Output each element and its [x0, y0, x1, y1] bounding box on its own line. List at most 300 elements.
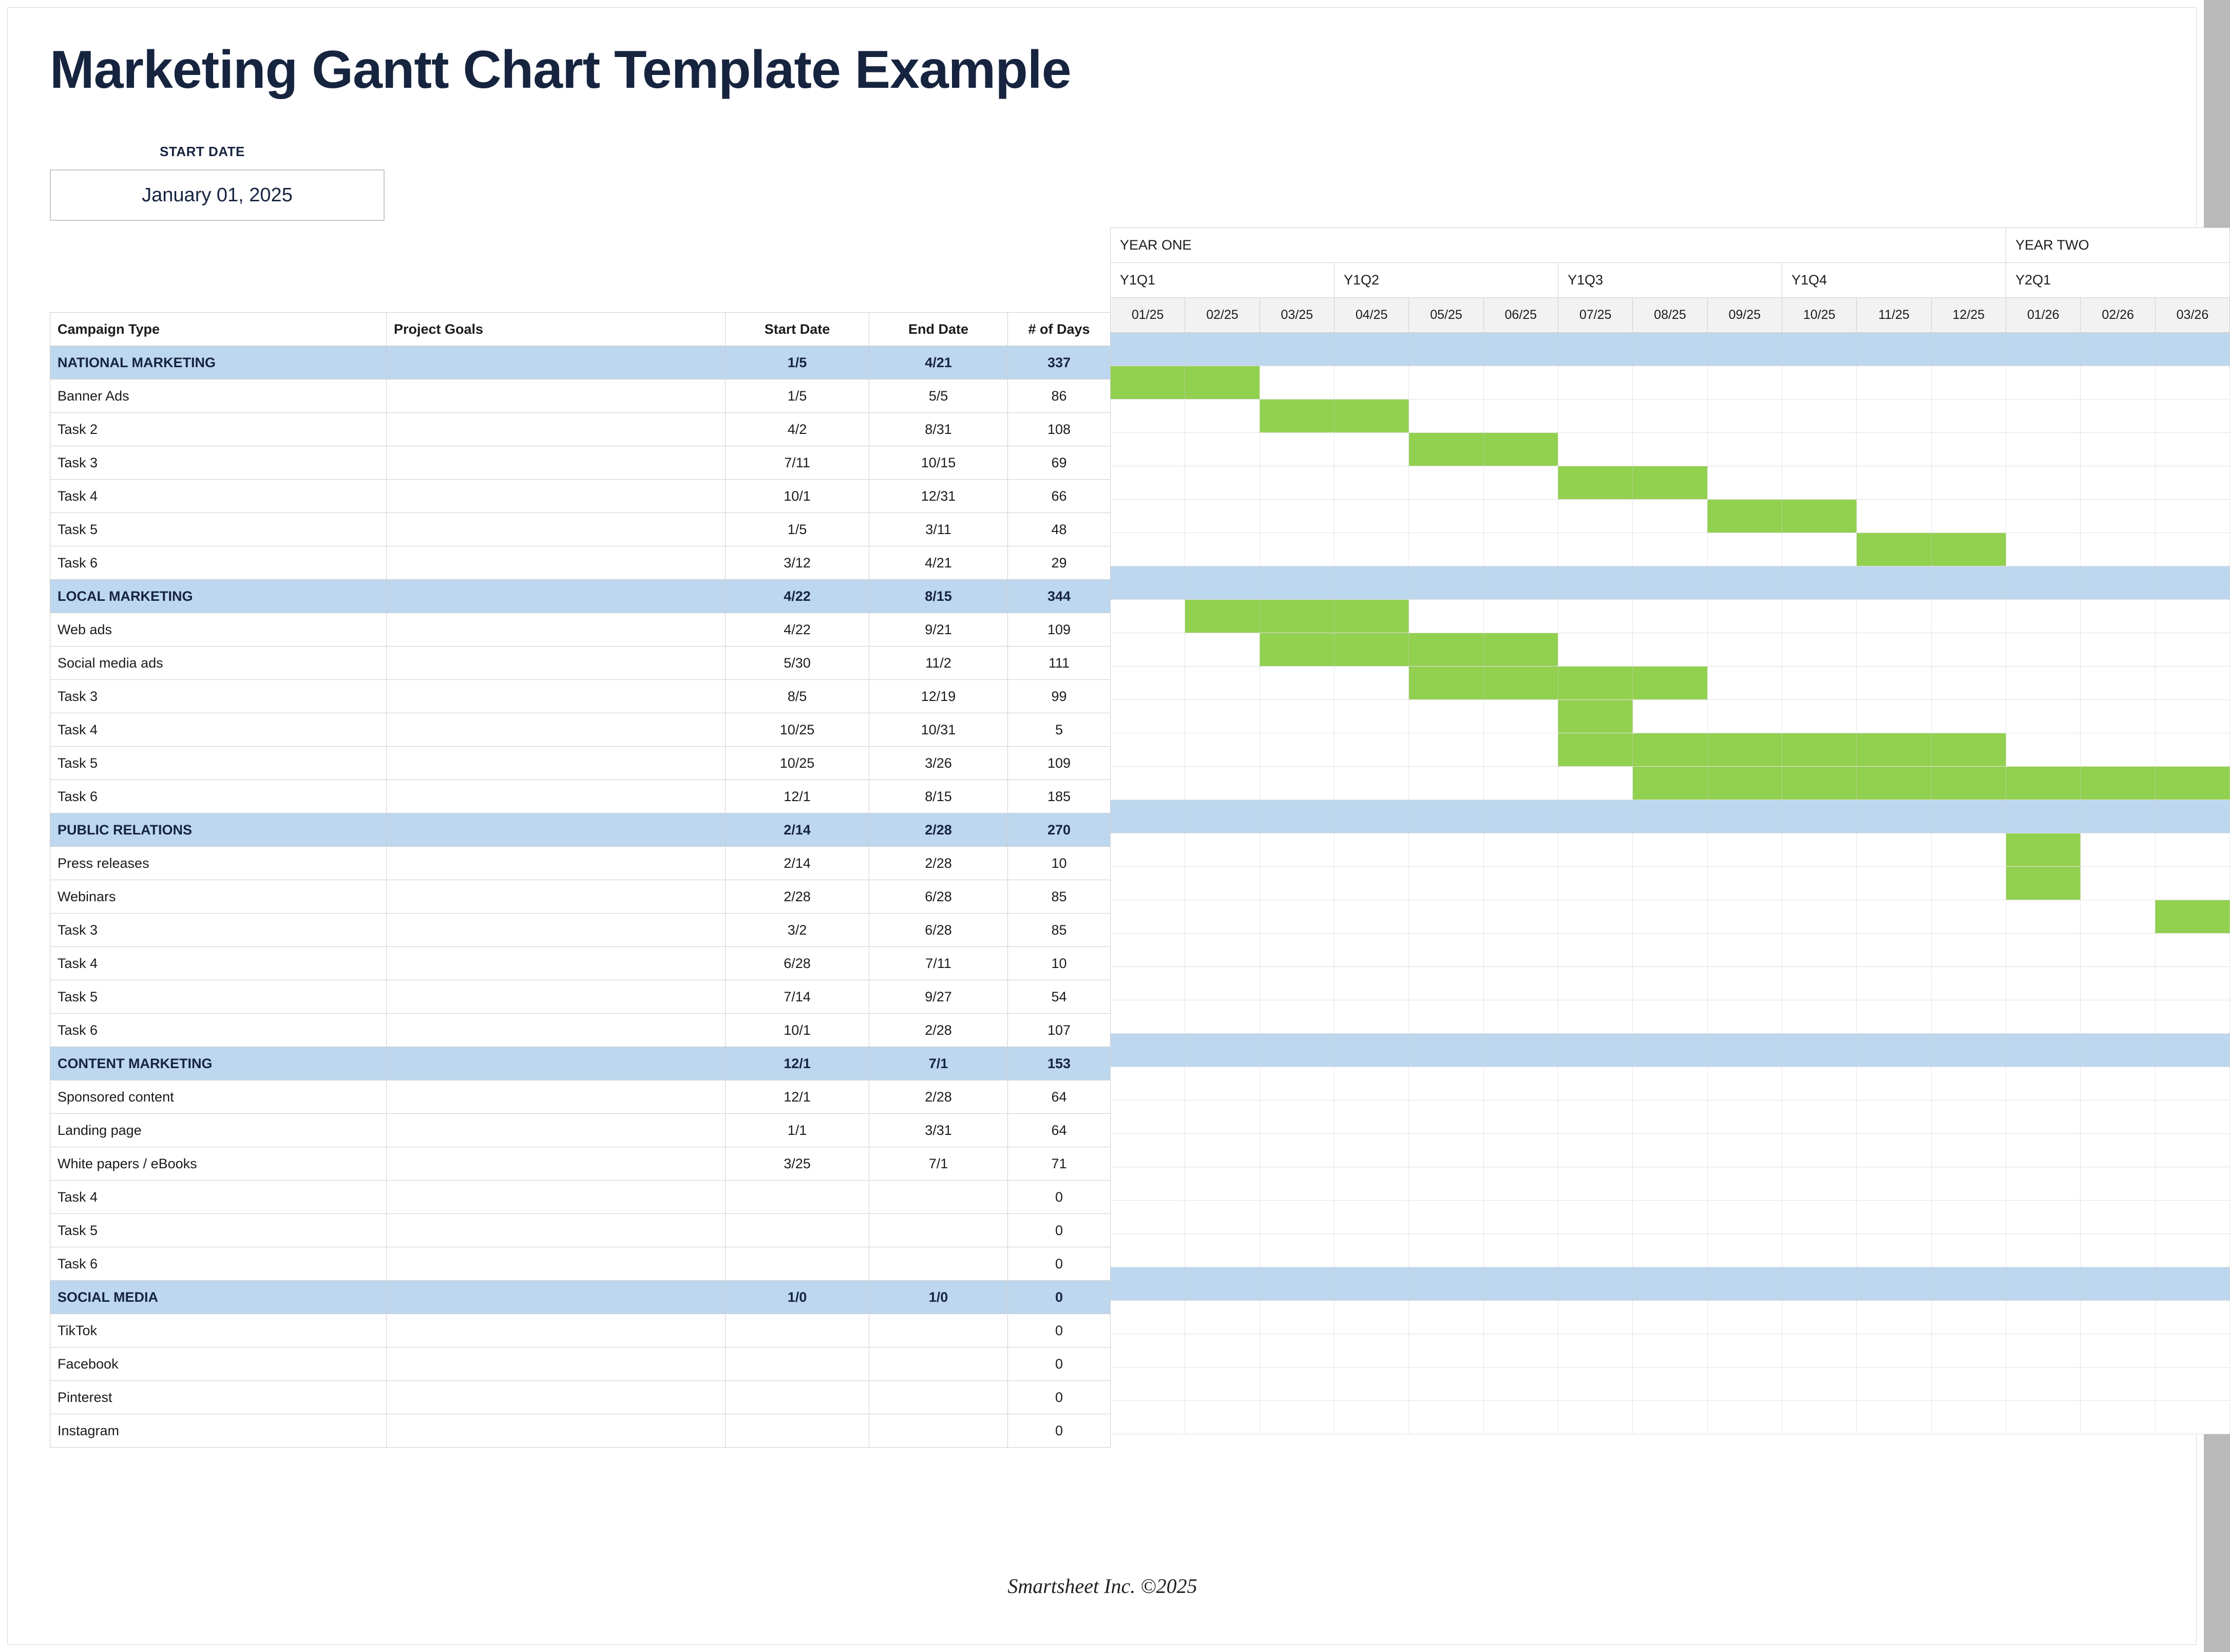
gantt-cell [1334, 1067, 1408, 1100]
row-start-date[interactable]: 7/11 [726, 446, 869, 480]
row-start-date[interactable]: 4/22 [726, 580, 869, 613]
table-row[interactable] [50, 713, 1111, 747]
col-campaign-type: Campaign Type [50, 313, 387, 346]
table-row[interactable] [50, 1281, 1111, 1314]
row-project-goals[interactable] [387, 513, 726, 546]
row-end-date[interactable]: 10/31 [869, 713, 1008, 747]
row-project-goals[interactable] [387, 1381, 726, 1414]
row-end-date[interactable]: 3/31 [869, 1114, 1008, 1147]
row-project-goals[interactable] [387, 1181, 726, 1214]
row-project-goals[interactable] [387, 780, 726, 813]
gantt-cell [1260, 1401, 1334, 1434]
row-project-goals[interactable] [387, 1047, 726, 1080]
table-row[interactable] [50, 813, 1111, 847]
table-row[interactable] [50, 346, 1111, 379]
row-project-goals[interactable] [387, 747, 726, 780]
table-row[interactable] [50, 1381, 1111, 1414]
gantt-cell [1260, 1034, 1334, 1067]
gantt-cell [1334, 633, 1408, 667]
gantt-cell [1260, 1201, 1334, 1234]
table-row[interactable] [50, 1047, 1111, 1080]
row-project-goals[interactable] [387, 613, 726, 647]
row-end-date[interactable] [869, 1214, 1008, 1247]
row-project-goals[interactable] [387, 1147, 726, 1181]
table-row[interactable] [50, 1080, 1111, 1114]
table-row[interactable] [50, 446, 1111, 480]
timeline-month: 10/25 [1782, 298, 1856, 333]
gantt-cell [2155, 733, 2229, 767]
row-end-date[interactable]: 6/28 [869, 914, 1008, 947]
gantt-cell [1409, 1334, 1483, 1368]
gantt-cell [1782, 1301, 1856, 1334]
row-start-date[interactable]: 2/14 [726, 813, 869, 847]
gantt-cell [1260, 833, 1334, 867]
gantt-cell [2155, 767, 2229, 800]
gantt-cell [1185, 633, 1260, 667]
gantt-cell [1558, 566, 1632, 600]
gantt-cell [1782, 1334, 1856, 1368]
row-start-date[interactable]: 1/1 [726, 1114, 869, 1147]
row-start-date[interactable] [726, 1314, 869, 1347]
row-campaign-type: Task 3 [50, 680, 387, 713]
gantt-cell [1111, 700, 1185, 733]
row-start-date[interactable]: 7/14 [726, 980, 869, 1014]
gantt-cell [1409, 900, 1483, 934]
gantt-cell [1409, 867, 1483, 900]
row-start-date[interactable]: 6/28 [726, 947, 869, 980]
gantt-cell [1857, 1234, 1931, 1267]
gantt-cell [1185, 466, 1260, 500]
table-row[interactable] [50, 780, 1111, 813]
gantt-cell [1185, 1167, 1260, 1201]
timeline-row [1111, 767, 2230, 800]
gantt-cell [2006, 1301, 2081, 1334]
row-end-date[interactable]: 12/19 [869, 680, 1008, 713]
table-row[interactable] [50, 914, 1111, 947]
gantt-cell [1111, 1134, 1185, 1167]
gantt-cell [2081, 1067, 2155, 1100]
gantt-cell [1931, 466, 2006, 500]
gantt-cell [1707, 1067, 1782, 1100]
gantt-cell [1558, 800, 1632, 833]
gantt-cell [1633, 1401, 1707, 1434]
gantt-cell [1633, 1034, 1707, 1067]
gantt-cell [1857, 767, 1931, 800]
row-project-goals[interactable] [387, 947, 726, 980]
gantt-cell [1633, 833, 1707, 867]
gantt-cell [1707, 1334, 1782, 1368]
row-start-date[interactable]: 10/1 [726, 1014, 869, 1047]
timeline-row [1111, 700, 2230, 733]
gantt-cell [1260, 1368, 1334, 1401]
gantt-cell [1558, 1334, 1632, 1368]
gantt-cell [1857, 366, 1931, 400]
gantt-cell [1633, 1267, 1707, 1301]
row-end-date[interactable]: 8/15 [869, 780, 1008, 813]
row-end-date[interactable] [869, 1247, 1008, 1281]
row-end-date[interactable] [869, 1181, 1008, 1214]
table-row[interactable] [50, 480, 1111, 513]
row-days: 54 [1008, 980, 1111, 1014]
row-project-goals[interactable] [387, 914, 726, 947]
gantt-cell [1633, 500, 1707, 533]
table-row[interactable] [50, 880, 1111, 914]
gantt-cell [1707, 1167, 1782, 1201]
row-campaign-type: Task 4 [50, 1181, 387, 1214]
row-project-goals[interactable] [387, 847, 726, 880]
gantt-cell [2155, 1334, 2229, 1368]
gantt-cell [1857, 1167, 1931, 1201]
timeline-row [1111, 800, 2230, 833]
col-start-date: Start Date [726, 313, 869, 346]
row-project-goals[interactable] [387, 813, 726, 847]
gantt-cell [1558, 400, 1632, 433]
gantt-cell [1111, 1067, 1185, 1100]
gantt-cell [2081, 500, 2155, 533]
row-start-date[interactable]: 1/5 [726, 346, 869, 379]
timeline-row [1111, 1334, 2230, 1368]
gantt-cell [1707, 566, 1782, 600]
gantt-cell [1931, 1000, 2006, 1034]
timeline-row [1111, 400, 2230, 433]
row-end-date[interactable]: 5/5 [869, 379, 1008, 413]
table-row[interactable] [50, 1414, 1111, 1448]
gantt-cell [2081, 466, 2155, 500]
row-end-date[interactable]: 3/26 [869, 747, 1008, 780]
row-end-date[interactable]: 6/28 [869, 880, 1008, 914]
table-row[interactable] [50, 747, 1111, 780]
table-row[interactable] [50, 947, 1111, 980]
row-project-goals[interactable] [387, 1414, 726, 1448]
row-project-goals[interactable] [387, 1281, 726, 1314]
table-row[interactable] [50, 680, 1111, 713]
gantt-cell [1260, 466, 1334, 500]
gantt-cell [1558, 466, 1632, 500]
row-start-date[interactable] [726, 1381, 869, 1414]
row-end-date[interactable]: 1/0 [869, 1281, 1008, 1314]
gantt-cell [1857, 1401, 1931, 1434]
gantt-cell [1409, 333, 1483, 366]
row-project-goals[interactable] [387, 1214, 726, 1247]
row-project-goals[interactable] [387, 680, 726, 713]
row-end-date[interactable]: 8/15 [869, 580, 1008, 613]
gantt-cell [2081, 1334, 2155, 1368]
row-start-date[interactable]: 12/1 [726, 1080, 869, 1114]
row-start-date[interactable]: 10/25 [726, 747, 869, 780]
gantt-cell [1334, 1167, 1408, 1201]
table-row[interactable] [50, 1147, 1111, 1181]
gantt-cell [1633, 433, 1707, 466]
gantt-cell [2006, 366, 2081, 400]
row-start-date[interactable]: 3/2 [726, 914, 869, 947]
row-project-goals[interactable] [387, 880, 726, 914]
row-start-date[interactable] [726, 1247, 869, 1281]
gantt-cell [1111, 967, 1185, 1000]
gantt-cell [1558, 1401, 1632, 1434]
row-start-date[interactable]: 2/28 [726, 880, 869, 914]
row-project-goals[interactable] [387, 713, 726, 747]
timeline-row [1111, 466, 2230, 500]
row-end-date[interactable] [869, 1414, 1008, 1448]
timeline-row [1111, 667, 2230, 700]
row-start-date[interactable]: 1/0 [726, 1281, 869, 1314]
gantt-cell [1931, 1334, 2006, 1368]
table-row[interactable] [50, 1214, 1111, 1247]
gantt-cell [1409, 667, 1483, 700]
gantt-cell [1931, 1267, 2006, 1301]
gantt-cell [1857, 1334, 1931, 1368]
gantt-cell [2081, 833, 2155, 867]
row-end-date[interactable]: 2/28 [869, 1014, 1008, 1047]
row-project-goals[interactable] [387, 1347, 726, 1381]
gantt-cell [2006, 1368, 2081, 1401]
row-start-date[interactable]: 12/1 [726, 1047, 869, 1080]
row-project-goals[interactable] [387, 346, 726, 379]
gantt-cell [1483, 1000, 1558, 1034]
gantt-cell [2081, 1401, 2155, 1434]
gantt-cell [1931, 633, 2006, 667]
gantt-cell [1409, 366, 1483, 400]
gantt-cell [1409, 967, 1483, 1000]
gantt-cell [1483, 1167, 1558, 1201]
row-start-date[interactable]: 1/5 [726, 379, 869, 413]
row-end-date[interactable]: 2/28 [869, 1080, 1008, 1114]
row-days: 0 [1008, 1314, 1111, 1347]
row-days: 10 [1008, 947, 1111, 980]
row-end-date[interactable] [869, 1381, 1008, 1414]
gantt-cell [1931, 533, 2006, 566]
row-project-goals[interactable] [387, 1314, 726, 1347]
gantt-cell [1782, 1100, 1856, 1134]
gantt-cell [2006, 600, 2081, 633]
row-end-date[interactable]: 4/21 [869, 346, 1008, 379]
row-project-goals[interactable] [387, 580, 726, 613]
gantt-cell [2081, 800, 2155, 833]
row-days: 66 [1008, 480, 1111, 513]
row-end-date[interactable]: 9/21 [869, 613, 1008, 647]
row-start-date[interactable]: 3/12 [726, 546, 869, 580]
gantt-cell [1185, 400, 1260, 433]
timeline-month: 11/25 [1857, 298, 1931, 333]
row-campaign-type: Task 5 [50, 1214, 387, 1247]
gantt-cell [1931, 1067, 2006, 1100]
row-end-date[interactable]: 3/11 [869, 513, 1008, 546]
gantt-cell [1782, 566, 1856, 600]
row-project-goals[interactable] [387, 1247, 726, 1281]
gantt-cell [2155, 1167, 2229, 1201]
row-end-date[interactable]: 12/31 [869, 480, 1008, 513]
gantt-cell [1409, 1100, 1483, 1134]
row-end-date[interactable]: 9/27 [869, 980, 1008, 1014]
row-start-date[interactable]: 1/5 [726, 513, 869, 546]
table-row[interactable] [50, 1014, 1111, 1047]
row-campaign-type: Landing page [50, 1114, 387, 1147]
gantt-cell [1931, 366, 2006, 400]
table-row[interactable] [50, 413, 1111, 446]
gantt-cell [2006, 1100, 2081, 1134]
row-start-date[interactable]: 3/25 [726, 1147, 869, 1181]
gantt-cell [1483, 600, 1558, 633]
gantt-cell [1185, 333, 1260, 366]
row-start-date[interactable]: 10/1 [726, 480, 869, 513]
gantt-cell [2081, 1100, 2155, 1134]
gantt-cell [1931, 1034, 2006, 1067]
start-date-field[interactable] [50, 169, 385, 221]
timeline-row [1111, 1267, 2230, 1301]
row-start-date[interactable]: 4/2 [726, 413, 869, 446]
row-start-date[interactable] [726, 1181, 869, 1214]
gantt-cell [1334, 1301, 1408, 1334]
timeline-row [1111, 1100, 2230, 1134]
gantt-cell [1334, 466, 1408, 500]
table-row[interactable] [50, 1181, 1111, 1214]
gantt-cell [1931, 1368, 2006, 1401]
timeline-year: YEAR ONE [1111, 228, 2006, 263]
gantt-cell [1558, 667, 1632, 700]
gantt-cell [1782, 1201, 1856, 1234]
table-row[interactable] [50, 1247, 1111, 1281]
row-days: 29 [1008, 546, 1111, 580]
gantt-cell [1857, 800, 1931, 833]
gantt-cell [1483, 667, 1558, 700]
row-project-goals[interactable] [387, 1114, 726, 1147]
row-end-date[interactable]: 11/2 [869, 647, 1008, 680]
row-project-goals[interactable] [387, 647, 726, 680]
row-end-date[interactable]: 7/1 [869, 1147, 1008, 1181]
gantt-cell [1558, 600, 1632, 633]
gantt-cell [1260, 500, 1334, 533]
gantt-cell [1185, 967, 1260, 1000]
table-row[interactable] [50, 379, 1111, 413]
row-project-goals[interactable] [387, 446, 726, 480]
gantt-cell [1633, 967, 1707, 1000]
row-end-date[interactable]: 10/15 [869, 446, 1008, 480]
row-start-date[interactable] [726, 1414, 869, 1448]
gantt-cell [1409, 800, 1483, 833]
row-campaign-type: Banner Ads [50, 379, 387, 413]
gantt-cell [1483, 1401, 1558, 1434]
row-start-date[interactable] [726, 1347, 869, 1381]
row-project-goals[interactable] [387, 1080, 726, 1114]
gantt-cell [2006, 500, 2081, 533]
row-start-date[interactable]: 8/5 [726, 680, 869, 713]
table-row[interactable] [50, 513, 1111, 546]
gantt-cell [1782, 767, 1856, 800]
gantt-cell [1111, 400, 1185, 433]
row-project-goals[interactable] [387, 980, 726, 1014]
table-row[interactable] [50, 847, 1111, 880]
row-days: 0 [1008, 1281, 1111, 1314]
gantt-cell [1483, 1368, 1558, 1401]
table-row[interactable] [50, 546, 1111, 580]
row-end-date[interactable]: 7/1 [869, 1047, 1008, 1080]
row-start-date[interactable]: 12/1 [726, 780, 869, 813]
gantt-cell [2006, 1034, 2081, 1067]
row-campaign-type: Task 6 [50, 1014, 387, 1047]
gantt-cell [1409, 400, 1483, 433]
gantt-cell [1782, 400, 1856, 433]
table-row[interactable] [50, 613, 1111, 647]
timeline-month: 03/25 [1260, 298, 1334, 333]
gantt-cell [1558, 900, 1632, 934]
gantt-cell [1185, 1067, 1260, 1100]
row-start-date[interactable]: 5/30 [726, 647, 869, 680]
table-row[interactable] [50, 647, 1111, 680]
gantt-cell [1483, 967, 1558, 1000]
gantt-cell [1334, 1134, 1408, 1167]
row-start-date[interactable]: 4/22 [726, 613, 869, 647]
gantt-cell [1483, 466, 1558, 500]
row-end-date[interactable]: 2/28 [869, 813, 1008, 847]
row-start-date[interactable]: 2/14 [726, 847, 869, 880]
table-row[interactable] [50, 580, 1111, 613]
row-days: 337 [1008, 346, 1111, 379]
gantt-cell [1260, 1167, 1334, 1201]
gantt-cell [1185, 1267, 1260, 1301]
gantt-cell [2006, 733, 2081, 767]
row-project-goals[interactable] [387, 379, 726, 413]
table-row[interactable] [50, 1114, 1111, 1147]
row-days: 109 [1008, 613, 1111, 647]
gantt-cell [1707, 900, 1782, 934]
table-row[interactable] [50, 1314, 1111, 1347]
task-table [50, 312, 1110, 1448]
row-end-date[interactable]: 8/31 [869, 413, 1008, 446]
timeline-month: 02/26 [2081, 298, 2155, 333]
timeline-month: 02/25 [1185, 298, 1260, 333]
row-start-date[interactable]: 10/25 [726, 713, 869, 747]
row-end-date[interactable]: 7/11 [869, 947, 1008, 980]
gantt-cell [1111, 1301, 1185, 1334]
row-project-goals[interactable] [387, 1014, 726, 1047]
gantt-cell [1782, 1034, 1856, 1067]
gantt-cell [1185, 934, 1260, 967]
row-end-date[interactable] [869, 1347, 1008, 1381]
gantt-cell [1483, 633, 1558, 667]
gantt-cell [1334, 333, 1408, 366]
gantt-cell [1707, 500, 1782, 533]
gantt-cell [1857, 1301, 1931, 1334]
row-project-goals[interactable] [387, 413, 726, 446]
table-row[interactable] [50, 980, 1111, 1014]
gantt-cell [2006, 1234, 2081, 1267]
gantt-cell [1558, 500, 1632, 533]
gantt-cell [2006, 1201, 2081, 1234]
gantt-cell [2155, 967, 2229, 1000]
page-title: Marketing Gantt Chart Template Example [50, 40, 1071, 100]
gantt-cell [1707, 1234, 1782, 1267]
row-end-date[interactable] [869, 1314, 1008, 1347]
gantt-cell [1558, 1234, 1632, 1267]
row-days: 111 [1008, 647, 1111, 680]
gantt-cell [1409, 1034, 1483, 1067]
gantt-cell [2155, 333, 2229, 366]
table-row[interactable] [50, 1347, 1111, 1381]
gantt-cell [2155, 1134, 2229, 1167]
gantt-cell [2081, 366, 2155, 400]
row-end-date[interactable]: 2/28 [869, 847, 1008, 880]
gantt-cell [1483, 900, 1558, 934]
timeline-row [1111, 566, 2230, 600]
row-end-date[interactable]: 4/21 [869, 546, 1008, 580]
row-days: 0 [1008, 1381, 1111, 1414]
row-project-goals[interactable] [387, 480, 726, 513]
row-project-goals[interactable] [387, 546, 726, 580]
timeline-quarter: Y2Q1 [2006, 263, 2230, 298]
gantt-cell [1334, 1100, 1408, 1134]
gantt-cell [1483, 767, 1558, 800]
row-start-date[interactable] [726, 1214, 869, 1247]
